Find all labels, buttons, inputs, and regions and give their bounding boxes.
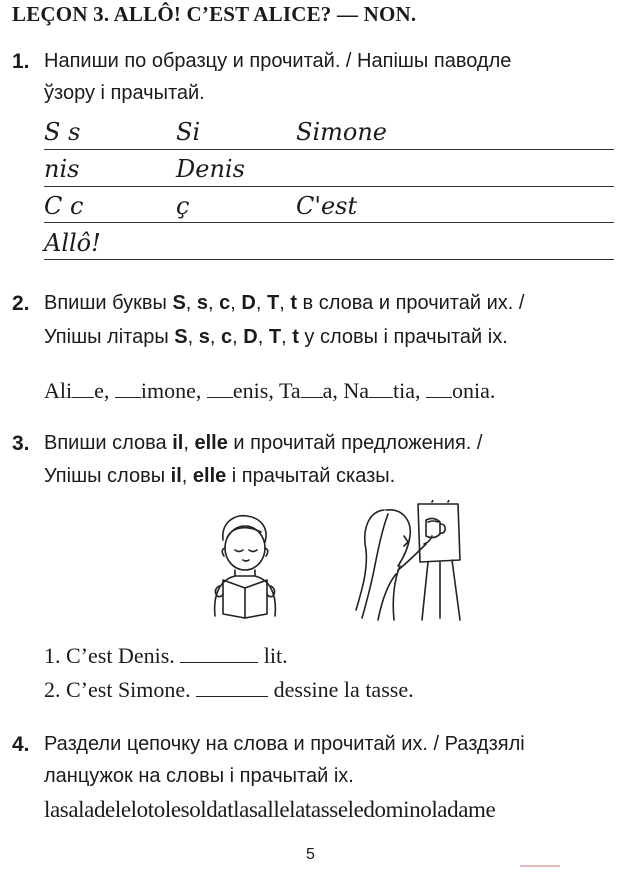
fill-blank[interactable] — [72, 383, 94, 398]
fill-blank[interactable] — [196, 682, 268, 697]
fill-blank[interactable] — [180, 648, 258, 663]
boy-reading-illustration — [205, 510, 285, 620]
page-number: 5 — [306, 846, 315, 863]
letter-chain: lasaladelelotolesoldatlasallelatasseledominoladame — [44, 797, 496, 822]
fill-blank[interactable] — [301, 383, 323, 398]
fill-blank[interactable] — [207, 383, 233, 398]
exercise-1-instruction-line2: ўзору і прачытай. — [44, 82, 205, 104]
girl-painting-illustration — [348, 500, 468, 625]
exercise-3-instruction-line2: Упішы словы il, elle і прачытай сказы. — [44, 465, 396, 487]
handwriting-sample: C c — [44, 192, 84, 220]
handwriting-sample: C'est — [296, 192, 358, 220]
sentence-2: 2. C’est Simone. dessine la tasse. — [44, 677, 414, 702]
handwriting-line-4 — [44, 259, 614, 260]
handwriting-line-1 — [44, 149, 614, 150]
exercise-4-number: 4. — [12, 733, 30, 756]
exercise-1-instruction-line1: Напиши по образцу и прочитай. / Напішы паводле — [44, 50, 512, 72]
exercise-1-number: 1. — [12, 50, 30, 73]
fill-blank[interactable] — [369, 383, 393, 398]
fill-blank[interactable] — [115, 383, 141, 398]
handwriting-sample: Denis — [176, 155, 245, 183]
exercise-4-instruction-line2: ланцужок на словы і прачытай іх. — [44, 765, 354, 787]
exercise-3-instruction-line1: Впиши слова il, elle и прочитай предложения. / — [44, 432, 483, 454]
fill-blank[interactable] — [426, 383, 452, 398]
exercise-4-instruction-line1: Раздели цепочку на слова и прочитай их. / Раздзялі — [44, 733, 525, 755]
exercise-2-instruction-line1: Впиши буквы S, s, c, D, T, t в слова и прочитай их. / — [44, 292, 525, 314]
exercise-2-instruction-line2: Упішы літары S, s, c, D, T, t у словы і прачытай іх. — [44, 326, 508, 348]
handwriting-line-3 — [44, 222, 614, 223]
handwriting-sample: Si — [176, 118, 201, 146]
handwriting-sample: Allô! — [44, 229, 101, 257]
handwriting-sample: ç — [176, 192, 190, 220]
handwriting-sample: S s — [44, 118, 81, 146]
exercise-2-words: Ali e, imone, enis, Ta a, Na tia, onia. — [44, 378, 496, 403]
handwriting-line-2 — [44, 186, 614, 187]
page-title: LEÇON 3. ALLÔ! C’EST ALICE? — NON. — [12, 2, 417, 26]
handwriting-sample: nis — [44, 155, 80, 183]
exercise-3-number: 3. — [12, 432, 30, 455]
handwriting-sample: Simone — [296, 118, 387, 146]
decorative-mark — [520, 865, 560, 867]
exercise-2-number: 2. — [12, 292, 30, 315]
sentence-1: 1. C’est Denis. lit. — [44, 643, 288, 668]
